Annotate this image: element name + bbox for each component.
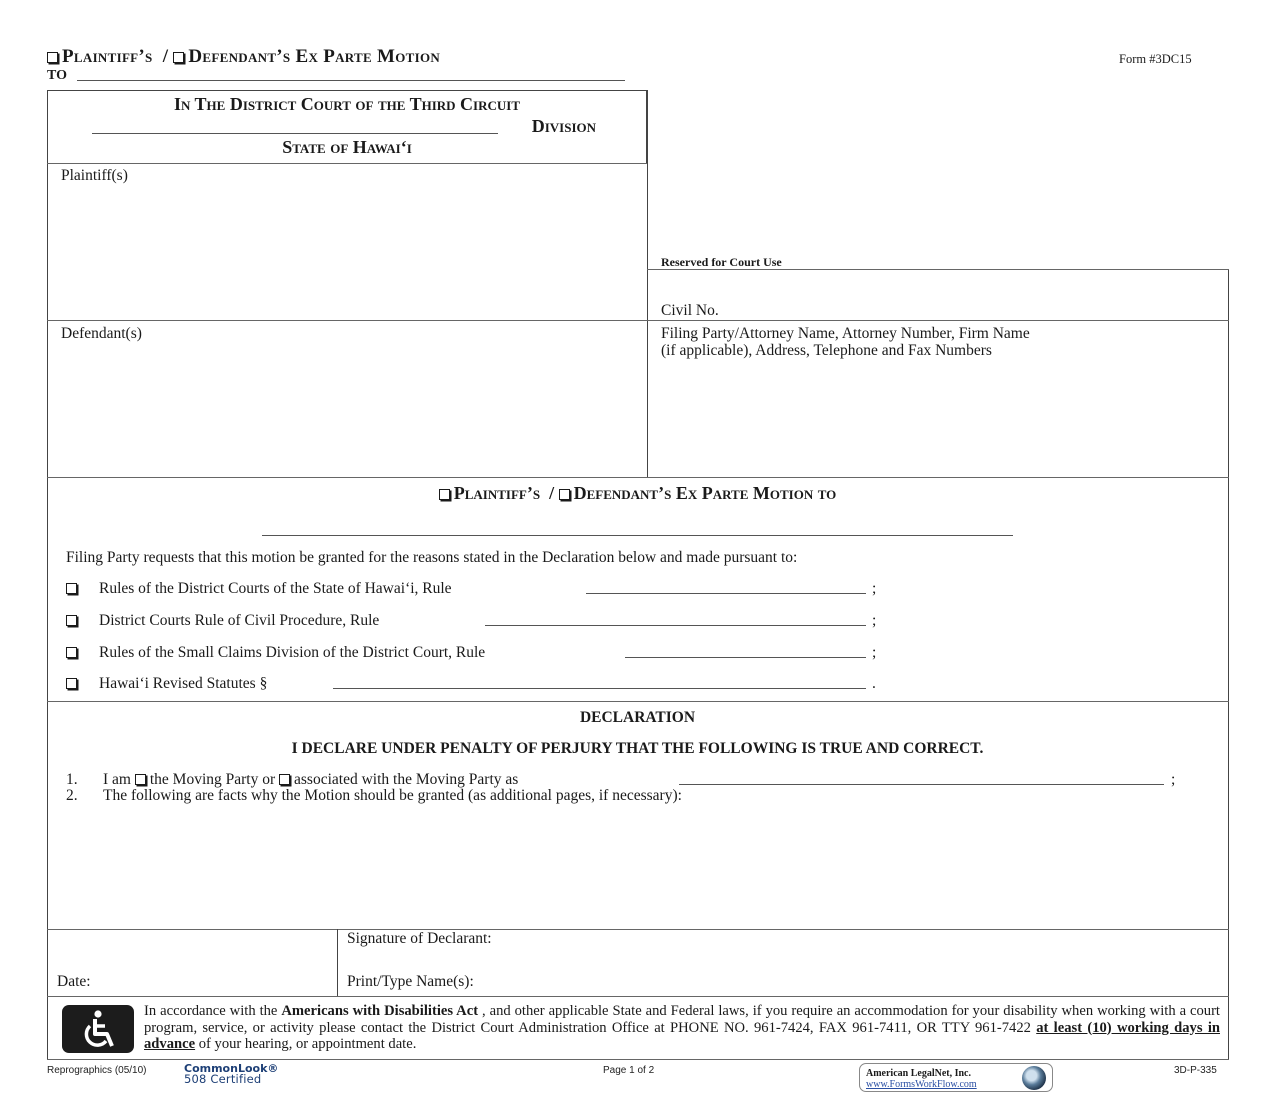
reason-label: Rules of the District Courts of the State of Hawai‘i, Rule (99, 580, 452, 597)
court-name: In The District Court of the Third Circuit (173, 94, 520, 114)
divider (47, 929, 1229, 930)
defendants-label: Defendant(s) (61, 325, 142, 342)
motion-to-field[interactable] (262, 535, 1013, 536)
form-number: Form #3DC15 (1119, 52, 1192, 66)
rule-field[interactable] (625, 657, 866, 658)
reason-label: District Courts Rule of Civil Procedure, Rule (99, 612, 380, 629)
date-label: Date: (57, 973, 91, 990)
divider (47, 996, 1229, 997)
legalnet-name: American LegalNet, Inc. (866, 1068, 971, 1079)
plaintiffs-label: Plaintiff(s) (61, 167, 128, 184)
legalnet-badge[interactable] (859, 1063, 1053, 1092)
item1-text-b: the Moving Party or (149, 771, 276, 788)
rule-field[interactable] (485, 625, 866, 626)
filing-party-label-line1: Filing Party/Attorney Name, Attorney Number, Firm Name (661, 325, 1030, 342)
commonlook-name: CommonLook® (184, 1062, 279, 1075)
reason-label: Rules of the Small Claims Division of the District Court, Rule (99, 644, 486, 661)
plaintiff-checkbox[interactable] (47, 52, 58, 63)
print-name-label: Print/Type Name(s): (347, 973, 474, 990)
filing-party-label-line2: (if applicable), Address, Telephone and Fax Numbers (661, 342, 992, 359)
commonlook-logo (184, 1063, 278, 1085)
motion-heading-plaintiff: Plaintiff’s (453, 483, 541, 503)
reason-row (66, 612, 379, 630)
form-code: 3D-P-335 (1174, 1065, 1217, 1076)
title-separator: / (162, 46, 169, 67)
print-name-field[interactable] (520, 965, 1226, 995)
title-plaintiff: Plaintiff’s (62, 46, 153, 67)
page-number: Page 1 of 2 (603, 1065, 655, 1076)
ada-act-name: Americans with Disabilities Act (281, 1003, 479, 1019)
caption-divider (647, 90, 648, 477)
reason-row (66, 675, 267, 693)
motion-heading-rest: Defendant’s Ex Parte Motion to (573, 483, 837, 503)
wheelchair-icon (62, 1005, 134, 1053)
reserved-court-use-label: Reserved for Court Use (661, 255, 782, 269)
plaintiffs-field[interactable] (48, 190, 646, 318)
reason-label: Hawai‘i Revised Statutes § (99, 675, 268, 692)
divider (47, 1059, 1229, 1060)
reason-punctuation: . (872, 675, 876, 692)
division-label: Division (531, 116, 596, 136)
civil-no-label: Civil No. (661, 302, 719, 319)
defendant-checkbox[interactable] (173, 52, 184, 63)
ada-text-part: of your hearing, or appointment date. (195, 1036, 417, 1052)
divider (47, 163, 647, 164)
motion-purpose-field[interactable] (77, 80, 625, 81)
divider (47, 701, 1229, 702)
court-state: State of Hawai‘i (282, 137, 412, 157)
signature-field[interactable] (540, 931, 1226, 961)
request-text: Filing Party requests that this motion be granted for the reasons stated in the Declaration below and made pursuant to: (66, 549, 798, 566)
motion-heading (47, 483, 1228, 504)
filing-party-field[interactable] (649, 362, 1227, 475)
title-defendant-motion: Defendant’s Ex Parte Motion (188, 46, 441, 67)
legalnet-link[interactable]: www.FormsWorkFlow.com (866, 1079, 977, 1090)
ada-notice (144, 1003, 1220, 1053)
title-to-label: TO (47, 68, 67, 83)
reason-punctuation: ; (872, 644, 877, 661)
reason-checkbox[interactable] (66, 678, 77, 689)
item-number: 2. (66, 787, 78, 804)
association-field[interactable] (679, 784, 1164, 785)
ada-deadline: at least (10) working days in advance (144, 1019, 1220, 1052)
form-title (47, 46, 440, 68)
filing-party-label (661, 325, 1030, 359)
court-header-box (47, 90, 647, 163)
signature-divider (337, 929, 338, 996)
rule-field[interactable] (586, 593, 866, 594)
right-border (1228, 269, 1229, 1060)
associated-party-checkbox[interactable] (279, 774, 290, 785)
item-number: 1. (66, 771, 78, 788)
globe-icon (1022, 1066, 1046, 1090)
statute-field[interactable] (333, 688, 866, 689)
perjury-statement: I DECLARE UNDER PENALTY OF PERJURY THAT THE FOLLOWING IS TRUE AND CORRECT. (291, 740, 984, 757)
item1-punctuation: ; (1171, 771, 1176, 788)
commonlook-certification: 508 Certified (184, 1072, 262, 1086)
item1-text-c: associated with the Moving Party as (294, 771, 519, 788)
reason-checkbox[interactable] (66, 615, 77, 626)
item1-text-a: I am (103, 771, 131, 788)
defendants-field[interactable] (48, 346, 646, 475)
facts-field[interactable] (48, 808, 1227, 927)
ada-text-part: , and other applicable State and Federal laws, if you require an accommodation for your disability when working with a court program, service, or activity please contact the District Court Administration Office at PHONE NO. 961-7424, FAX 961-7411, OR TTY 961-7422 (144, 1003, 1220, 1036)
moving-party-checkbox[interactable] (135, 774, 146, 785)
ada-text-part: In accordance with the (144, 1003, 282, 1019)
reason-checkbox[interactable] (66, 583, 77, 594)
reprographics-label: Reprographics (05/10) (47, 1065, 147, 1076)
declaration-item-2: The following are facts why the Motion should be granted (as additional pages, if necessary): (103, 787, 682, 804)
divider (47, 320, 1229, 321)
signature-label: Signature of Declarant: (347, 930, 492, 947)
reason-punctuation: ; (872, 612, 877, 629)
plaintiff-motion-checkbox[interactable] (439, 489, 450, 500)
defendant-motion-checkbox[interactable] (559, 489, 570, 500)
divider (47, 477, 1229, 478)
reason-row (66, 580, 452, 598)
reason-punctuation: ; (872, 580, 877, 597)
date-field[interactable] (48, 931, 336, 995)
reason-checkbox[interactable] (66, 647, 77, 658)
motion-heading-separator: / (549, 483, 555, 503)
division-field[interactable] (92, 133, 498, 134)
declaration-title: DECLARATION (579, 709, 696, 726)
reason-row (66, 644, 485, 662)
